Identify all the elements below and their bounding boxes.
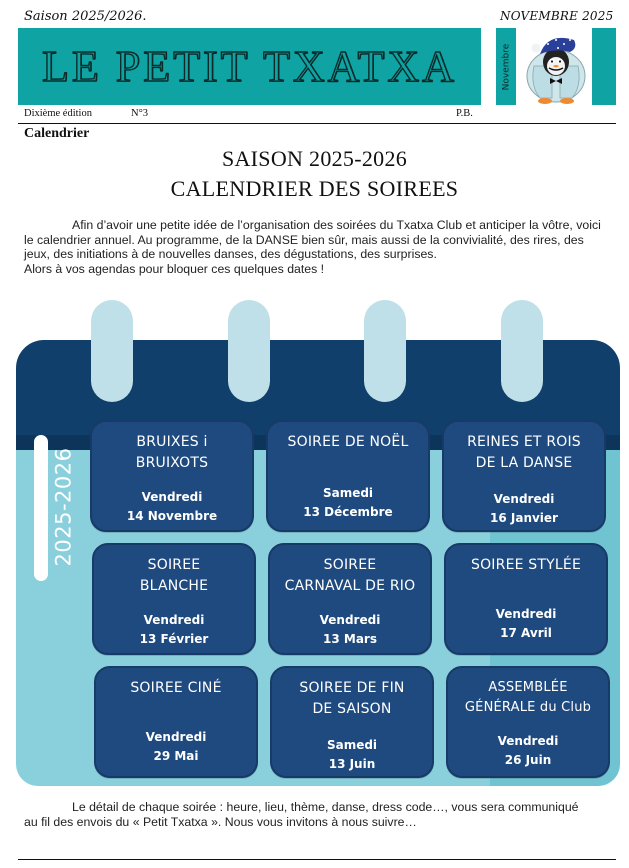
newsletter-title: LE PETIT TXATXA — [42, 42, 457, 91]
season-label: Saison 2025/2026. — [24, 9, 147, 24]
section-label: Calendrier — [24, 126, 90, 141]
calendar-graphic — [16, 300, 620, 788]
issue-month: NOVEMBRE 2025 — [500, 9, 614, 23]
intro-paragraph — [24, 218, 610, 276]
intro-text-2: voici le calendrier annuel. Au programme, de la DANSE bien sûr, mais aussi de la convivialité, des rires, des jeux, des initiations à de nouvelles danses, des dégustations, des surprises. — [24, 218, 601, 261]
outro-text-1: Le détail de chaque soirée : heure, lieu, thème, danse, dress code…, vous sera communiqué — [72, 800, 579, 814]
author-initials: P.B. — [456, 108, 473, 119]
headline-calendar: CALENDRIER DES SOIREES — [170, 176, 459, 201]
divider — [18, 859, 616, 860]
event-tile: SOIREE CARNAVAL DE RIO Vendredi 13 Mars — [268, 543, 432, 655]
event-tile: ASSEMBLÉE GÉNÉRALE du Club Vendredi 26 Juin — [446, 666, 610, 778]
binder-ring-icon — [91, 300, 133, 402]
binder-ring-icon — [228, 300, 270, 402]
headline-season: SAISON 2025-2026 — [221, 146, 408, 171]
masthead — [18, 28, 481, 105]
side-month-label: Novembre — [501, 43, 511, 90]
side-strip-right — [592, 28, 616, 105]
event-tile: SOIREE DE NOËL Samedi 13 Décembre — [266, 420, 430, 532]
event-tile: SOIREE STYLÉE Vendredi 17 Avril — [444, 543, 608, 655]
edition-label: Dixième édition — [24, 108, 92, 119]
event-tile: SOIREE DE FIN DE SAISON Samedi 13 Juin — [270, 666, 434, 778]
edition-line — [18, 108, 616, 122]
intro-text-1: Afin d’avoir une petite idée de l’organisation des soirées du Txatxa Club et anticiper la vôtre, — [72, 218, 573, 232]
issue-number: N°3 — [131, 108, 149, 119]
binder-ring-icon — [501, 300, 543, 402]
outro-paragraph — [24, 800, 610, 830]
event-tile: SOIREE BLANCHE Vendredi 13 Février — [92, 543, 256, 655]
penguin-mascot-icon — [518, 26, 592, 106]
intro-text-3: Alors à vos agendas pour bloquer ces quelques dates ! — [24, 261, 325, 276]
year-label: 2025-2026 — [51, 447, 75, 567]
outro-text-2: au fil des envois du « Petit Txatxa ». Nous vous invitons à nous suivre… — [24, 815, 417, 829]
side-strip — [496, 28, 516, 105]
divider — [18, 123, 616, 124]
event-tile: REINES ET ROIS DE LA DANSE Vendredi 16 Janvier — [442, 420, 606, 532]
event-tile: BRUIXES i BRUIXOTS Vendredi 14 Novembre — [90, 420, 254, 532]
binder-ring-icon — [364, 300, 406, 402]
event-tile: SOIREE CINÉ Vendredi 29 Mai — [94, 666, 258, 778]
